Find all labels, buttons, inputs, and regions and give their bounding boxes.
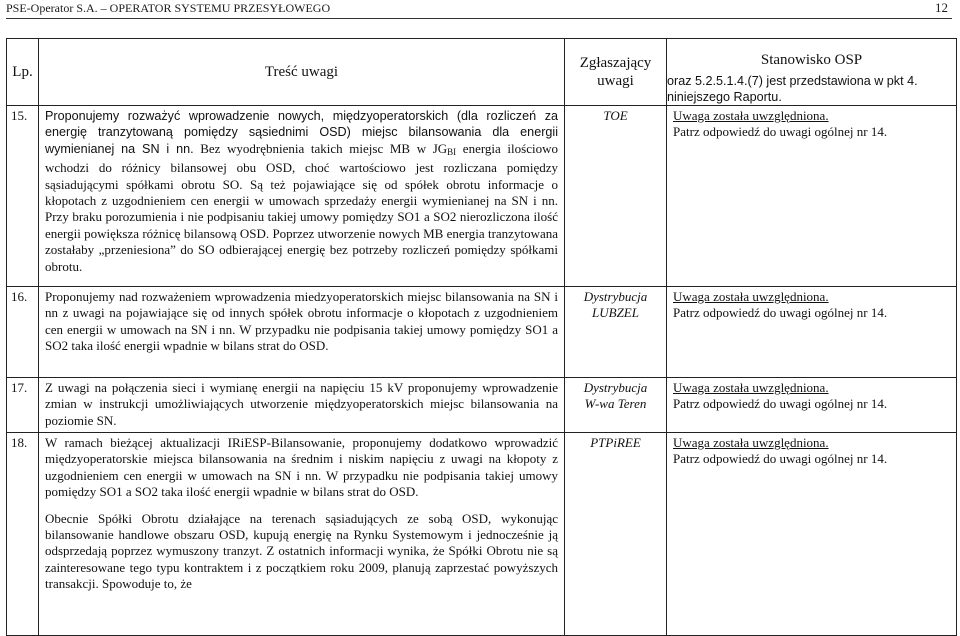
comment-text-subscript: BI xyxy=(447,146,457,157)
position-status: Uwaga została uwzględniona. xyxy=(673,380,829,395)
comment-paragraph: W ramach bieżącej aktualizacji IRiESP-Bilansowanie, proponujemy dodatkowo wprowadzić międzyoperatorskie miejsca bilansowania na średnim i niskim napięciu z uwagi na kłopoty z uzgodnieniem cen energii w umowach na SN i nn. W przypadku nie podpisania takiej umowy pomiędzy SO1 a SO2 taka ilość energii wpadnie w bilans strat do OSD. xyxy=(45,435,558,500)
submitter-line-1: Dystrybucja xyxy=(583,380,648,395)
table-row xyxy=(7,433,957,636)
submitter: PTPiREE xyxy=(565,433,667,636)
position-status: Uwaga została uwzględniona. xyxy=(673,289,829,304)
document-header-title: PSE-Operator S.A. – OPERATOR SYSTEMU PRZESYŁOWEGO xyxy=(6,1,331,15)
comments-table xyxy=(6,38,957,636)
submitter-line-2: W-wa Teren xyxy=(584,396,647,412)
comment-paragraph: Proponujemy nad rozważeniem wprowadzenia miedzyoperatorskich miejsc bilansowania na SN i nn z uwagi na pojawiające się od innych spółek obrotu informacje o kłopotach z uzgodnieniem cen energii w umowach na SN i nn. W przypadku nie podpisania takiej umowy pomiędzy SO1 a SO2 taka ilość energii wpadnie w bilans strat do OSD. xyxy=(45,289,558,354)
comment-text xyxy=(39,378,565,433)
column-header-lp: Lp. xyxy=(7,39,39,106)
comment-text-part-a: Bez wyodrębnienia takich miejsc MB w JG xyxy=(193,140,448,156)
osp-position xyxy=(667,287,957,378)
row-number: 16. xyxy=(7,287,39,378)
row-number: 18. xyxy=(7,433,39,636)
table-row xyxy=(7,287,957,378)
comment-text xyxy=(39,106,565,287)
submitter xyxy=(565,378,667,433)
submitter-line-2: LUBZEL xyxy=(592,305,639,321)
submitter-line-1: Dystrybucja xyxy=(583,289,648,304)
table-row xyxy=(7,378,957,433)
comment-text xyxy=(39,433,565,636)
submitter xyxy=(565,287,667,378)
osp-position xyxy=(667,378,957,433)
comment-text-part-b: energia ilościowo wchodzi do różnicy bilansowej obu OSD, choć wartościowo jest rozliczana pomiędzy sąsiadującymi spółkami obrotu SO. Są też pojawiające się od spółek obrotu informacje o kłopotach z uzgodnieniem cen energii w umowach sprzedaży energii wymienianej na SN i nn. Przy braku porozumienia i nie podpisaniu takiej umowy pomiędzy SO1 a SO2 nierozliczona ilość energii powiększa różnicę bilansową OSD. Poprzez utworzenie nowych MB energia tranzytowana zostałaby „przeniesiona” do SO odbierającej energię bez potrzeby rozliczeń pomiędzy spółkami obrotu. xyxy=(45,140,558,274)
table-row xyxy=(7,106,957,287)
column-header-position xyxy=(667,39,957,106)
row-number: 15. xyxy=(7,106,39,287)
position-reference: Patrz odpowiedź do uwagi ogólnej nr 14. xyxy=(673,124,888,140)
header-rule xyxy=(6,18,952,19)
position-status: Uwaga została uwzględniona. xyxy=(673,435,829,450)
comment-text-intro: Proponujemy rozważyć wprowadzenie nowych, międzyoperatorskich (dla rozliczeń za energię tranzytowaną pomiędzy sąsiednimi OSD) miejsc bilansowania dla energii wymienianej na SN i nn. xyxy=(45,109,558,156)
position-reference: Patrz odpowiedź do uwagi ogólnej nr 14. xyxy=(673,396,888,412)
position-continuation-text: oraz 5.2.5.1.4.(7) jest przedstawiona w pkt 4. niniejszego Raportu. xyxy=(667,74,918,104)
comment-paragraph xyxy=(45,108,558,275)
position-reference: Patrz odpowiedź do uwagi ogólnej nr 14. xyxy=(673,305,888,321)
osp-position xyxy=(667,106,957,287)
osp-position xyxy=(667,433,957,636)
comment-text xyxy=(39,287,565,378)
table-header-row xyxy=(7,39,957,106)
column-header-text: Treść uwagi xyxy=(39,39,565,106)
comment-paragraph-2: Obecnie Spółki Obrotu działające na terenach sąsiadujących ze sobą OSD, wykonując bilansowanie handlowe obszaru OSD, kupują energię na Rynku Systemowym i jednocześnie ją odsprzedają poprzez wymuszony tranzyt. Z ostatnich informacji wynika, że Spółki Obrotu nie są zainteresowane tego typu kontraktem i z początkiem roku 2009, planują zaprzestać powyższych transakcji. Spowoduje to, że xyxy=(45,510,558,592)
submitter: TOE xyxy=(565,106,667,287)
running-header xyxy=(6,0,954,18)
comment-paragraph: Z uwagi na połączenia sieci i wymianę energii na napięciu 15 kV proponujemy wprowadzenie zmian w instrukcji umożliwiających utworzenie międzyoperatorskich miejsc bilansowania na poziomie SN. xyxy=(45,380,558,428)
position-status: Uwaga została uwzględniona. xyxy=(673,108,829,123)
position-reference: Patrz odpowiedź do uwagi ogólnej nr 14. xyxy=(673,451,888,467)
column-header-submitter: Zgłaszający uwagi xyxy=(565,39,667,106)
column-header-position-label: Stanowisko OSP xyxy=(760,52,863,68)
row-number: 17. xyxy=(7,378,39,433)
page-number: 12 xyxy=(935,0,948,15)
